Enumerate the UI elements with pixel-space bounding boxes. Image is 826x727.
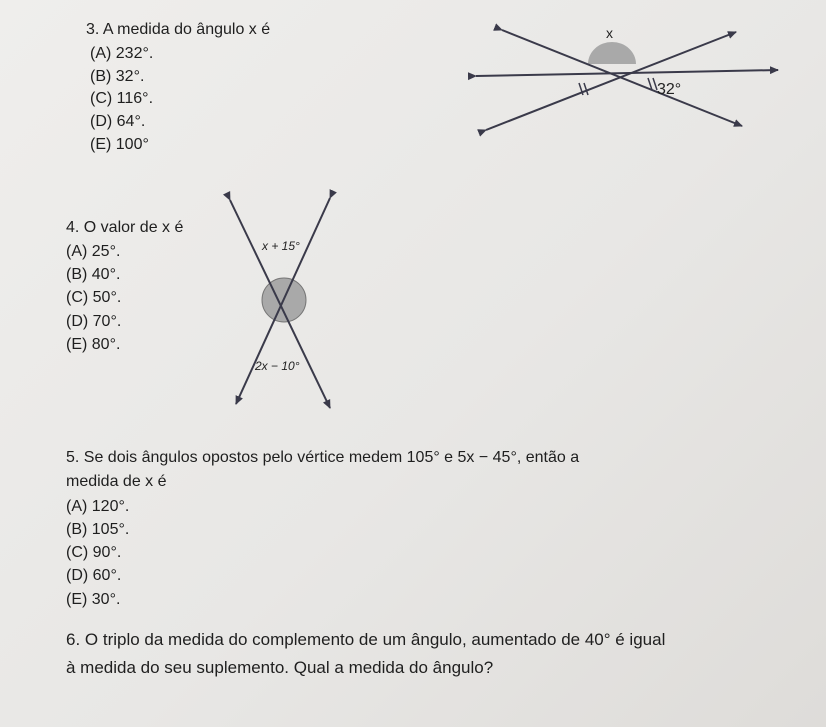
q4-bottom-label: 2x − 10° (255, 359, 300, 373)
q5-option-b: (B) 105°. (66, 521, 130, 538)
q3-option-a: (A) 232°. (90, 45, 154, 62)
q4-option-b: (B) 40°. (66, 266, 121, 283)
q3-option-c: (C) 116°. (90, 90, 154, 107)
q3-angle-label: 32° (657, 81, 682, 98)
q4-option-c: (C) 50°. (66, 289, 122, 306)
q4-option-d: (D) 70°. (66, 313, 122, 330)
q6-line1: 6. O triplo da medida do complemento de um ângulo, aumentado de 40° é igual (66, 630, 666, 649)
q5-question-line2: medida de x é (66, 473, 167, 490)
q5-option-d: (D) 60°. (66, 567, 122, 584)
q3-question: 3. A medida do ângulo x é (86, 21, 271, 38)
q4-top-label: x + 15° (262, 239, 300, 253)
q5-option-a: (A) 120°. (66, 498, 130, 515)
q3-option-e: (E) 100° (90, 136, 149, 153)
q3-option-d: (D) 64°. (90, 113, 146, 130)
q5-question-line1: 5. Se dois ângulos opostos pelo vértice medem 105° e 5x − 45°, então a (66, 449, 580, 466)
q6-line2: à medida do seu suplemento. Qual a medida do ângulo? (66, 658, 494, 677)
q3-option-b: (B) 32°. (90, 68, 145, 85)
q3-x-label: x (606, 25, 613, 41)
q4-line-a (236, 198, 330, 404)
q4-option-a: (A) 25°. (66, 243, 121, 260)
q5-option-c: (C) 90°. (66, 544, 122, 561)
q4-option-e: (E) 80°. (66, 336, 121, 353)
q4-question: 4. O valor de x é (66, 219, 184, 236)
q5-option-e: (E) 30°. (66, 591, 121, 608)
